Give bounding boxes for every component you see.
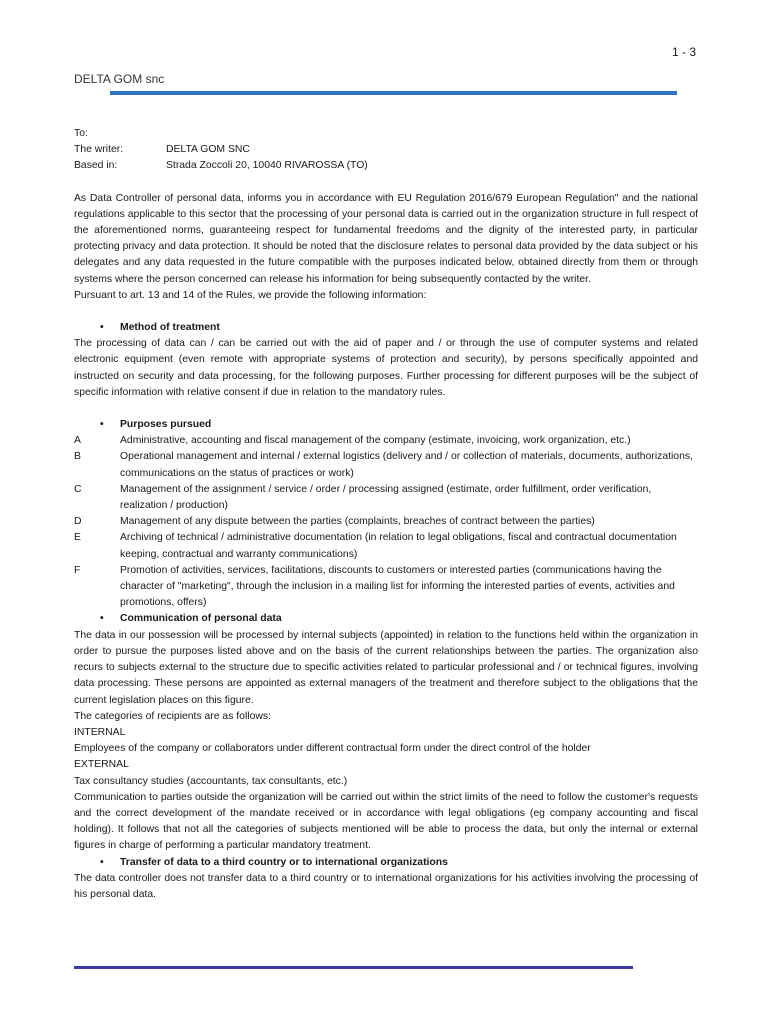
purpose-text: Administrative, accounting and fiscal management of the company (estimate, invoicing, work organization, etc.) (120, 435, 631, 447)
purpose-letter: E (74, 532, 81, 544)
company-header: DELTA GOM snc (74, 72, 165, 86)
communication-heading-text: Communication of personal data (120, 613, 282, 625)
purposes-list (74, 433, 698, 611)
purposes-heading (100, 417, 698, 433)
purpose-text: Archiving of technical / administrative documentation (in relation to legal obligations, fiscal and contractual documentation keeping, contractual and warranty communications) (120, 532, 677, 560)
writer-value: DELTA GOM SNC (166, 144, 250, 156)
external-text: Tax consultancy studies (accountants, tax consultants, etc.) (74, 775, 348, 787)
method-heading (100, 320, 698, 336)
bullet-icon: • (100, 856, 104, 868)
footer-divider (74, 966, 633, 969)
purpose-item (74, 449, 698, 481)
based-row (74, 158, 698, 174)
transfer-heading-text: Transfer of data to a third country or to international organizations (120, 856, 448, 868)
external-label: EXTERNAL (74, 759, 129, 771)
purposes-heading-text: Purposes pursued (120, 419, 212, 431)
page-number: 1 - 3 (671, 45, 696, 59)
purpose-text: Promotion of activities, services, facilitations, discounts to customers or interested parties (communications having the character of "marketing", through the inclusion in a mailing list for informing the interested parties of events, activities and promotions, offers) (120, 564, 675, 609)
based-value: Strada Zoccoli 20, 10040 RIVAROSSA (TO) (166, 160, 368, 172)
bullet-icon: • (100, 419, 104, 431)
purpose-item (74, 482, 698, 514)
recipients-intro: The categories of recipients are as follows: (74, 710, 271, 722)
writer-row (74, 142, 698, 158)
purpose-item (74, 433, 698, 449)
communication-heading (100, 611, 698, 627)
purpose-text: Operational management and internal / external logistics (delivery and / or collection of materials, documents, authorizations, communications on the status of practices or work) (120, 451, 693, 479)
method-heading-text: Method of treatment (120, 322, 220, 334)
purpose-item (74, 563, 698, 612)
purpose-letter: F (74, 564, 81, 576)
purpose-text: Management of the assignment / service / order / processing assigned (estimate, order fulfillment, order verification, realization / production) (120, 483, 652, 512)
internal-label: INTERNAL (74, 726, 126, 738)
intro-paragraph: As Data Controller of personal data, informs you in accordance with EU Regulation 2016/679 European Regulation" and the national regulations applicable to this sector that the processing of your personal data is carried out in the organization structure in full respect of the aforementioned norms, guaranteeing respect for fundamental freedoms and the dignity of the interested party, in particular protecting privacy and data protection. It should be noted that the disclosure relates to personal data provided by the data subject or his delegates and any data requested in the future compatible with the purposes indicated below, obtained directly from them or through systems where the person concerned can release his information for being subsequently contacted by the writer. (74, 192, 698, 285)
address-block (74, 126, 698, 175)
purpose-item (74, 530, 698, 562)
purpose-letter: C (74, 483, 82, 495)
writer-label: The writer: (74, 144, 124, 156)
bullet-icon: • (100, 613, 104, 625)
transfer-heading (100, 855, 698, 871)
communication-limits-paragraph: Communication to parties outside the organization will be carried out within the strict limits of the need to follow the customer's requests and the correct development of the mandate received or in accordance with legal obligations (eg company accounting and fiscal holding). It follows that not all the categories of subjects mentioned will be able to process the data, but only the internal or external figures in charge of performing a particular mandatory treatment. (74, 791, 698, 852)
bullet-icon: • (100, 322, 104, 334)
communication-paragraph: The data in our possession will be processed by internal subjects (appointed) in relation to the functions held within the organization in order to pursue the purposes listed above and on the basis of the current relationships between the parties. The organization also recurs to subjects external to the structure due to specific activities related to particular professional and / or technical figures, involving data processing. These persons are appointed as external managers of the treatment and therefore subject to the obligations that the current legislation places on this figure. (74, 629, 698, 706)
internal-text: Employees of the company or collaborators under different contractual form under the direct control of the holder (74, 743, 591, 755)
to-label: To: (74, 128, 88, 139)
purpose-letter: B (74, 451, 81, 463)
intro-pursuant: Pursuant to art. 13 and 14 of the Rules, we provide the following information: (74, 289, 427, 301)
purpose-letter: D (74, 516, 82, 528)
document-body (74, 126, 698, 903)
purpose-text: Management of any dispute between the parties (complaints, breaches of contract between the parties) (120, 516, 595, 528)
header-divider (110, 91, 677, 95)
purpose-letter: A (74, 435, 81, 447)
based-label: Based in: (74, 160, 118, 172)
method-paragraph: The processing of data can / can be carried out with the aid of paper and / or through the use of computer systems and related electronic equipment (even remote with appropriate systems of protection and security), by persons specifically appointed and instructed on security and data processing, for the following purposes. Further processing for different purposes will be the subject of specific information with relative consent if due in relation to the mandatory rules. (74, 338, 698, 398)
purpose-item (74, 514, 698, 530)
transfer-paragraph: The data controller does not transfer data to a third country or to international organizations for his activities involving the processing of his personal data. (74, 872, 698, 900)
